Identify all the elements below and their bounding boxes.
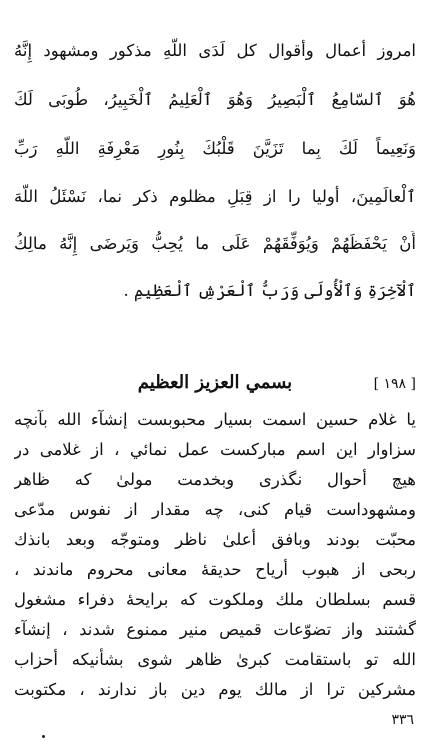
ink-speck: [42, 735, 45, 738]
section-number: [ ١٩٨ ]: [373, 376, 416, 392]
page-number: ٣٣٦: [391, 712, 414, 728]
text-line: هُوَ ٱلسّامِعُ ٱلْبَصِيرُ وَهُوَ ٱلْعَلِيمُ ٱلْخَبِيرُ، طُوبَى لَكَ: [14, 90, 416, 109]
text-line: الله تو باستقامت كبرىٰ ظاهر شوى بشأنيكه أحزاب: [14, 650, 416, 669]
text-line: گشتند واز تضوّعات قميص منير ممنوع شدند ، إنشآء: [14, 620, 416, 639]
text-line: محبّت بودند وبافق أعلىٰ ناظر ومتوجّه وبعد بانذك: [14, 530, 416, 549]
section-heading: [14, 372, 416, 400]
text-line: وَنَعِيماً لَكَ بِما تَزَيَّنَ قَلْبُكَ بِنُورِ مَعْرِفَةِ اللّهِ رَبِّ: [14, 139, 416, 158]
text-line: ٱلْآخِرَةِ وَٱلْأُولَى وَرَبُّ ٱلْعَرْشِ ٱلْعَظِيمِ .: [123, 281, 416, 300]
text-line: قسم بسلطان ملك وملكوت كه برايحهٔ دفراء مشغول: [14, 590, 416, 609]
text-line: ٱلْعالَمِينَ، أوليا را از قِبَلِ مظلوم ذكر نما، نَسْئَلُ اللّهَ: [14, 187, 416, 206]
text-line: هيچ أحوال نگذرى وبخدمت مولىٰ كه ظاهر: [14, 470, 416, 489]
text-line: يا غلام حسين اسمت بسيار محبوبست إنشآء الله بآنچه: [14, 410, 416, 429]
text-line: ربحى از هبوب أرياح حديقهٔ معانى محروم ماندند ،: [14, 560, 416, 579]
text-line: أَنْ يَحْفَظَهُمْ وَيُوَفِّقَهُمْ عَلَى ما يُحِبُّ وَيَرضَى إِنَّهُ مالِكُ: [14, 234, 416, 253]
text-line: مشركين ترا از مالك يوم دين باز ندارند ، مكتوبت: [14, 680, 416, 699]
text-line: سزاوار اين اسم مباركست عمل نمائي ، از غلامى در: [14, 440, 416, 459]
text-line: امروز أعمال وأقوال كل لَدَى اللّهِ مذكور ومشهود إِنَّهُ: [14, 41, 416, 60]
section-title: بسمي العزيز العظيم: [137, 372, 293, 393]
text-line: ومشهوداست قيام كنى، چه مقدار از نفوس مدّعى: [14, 500, 416, 519]
